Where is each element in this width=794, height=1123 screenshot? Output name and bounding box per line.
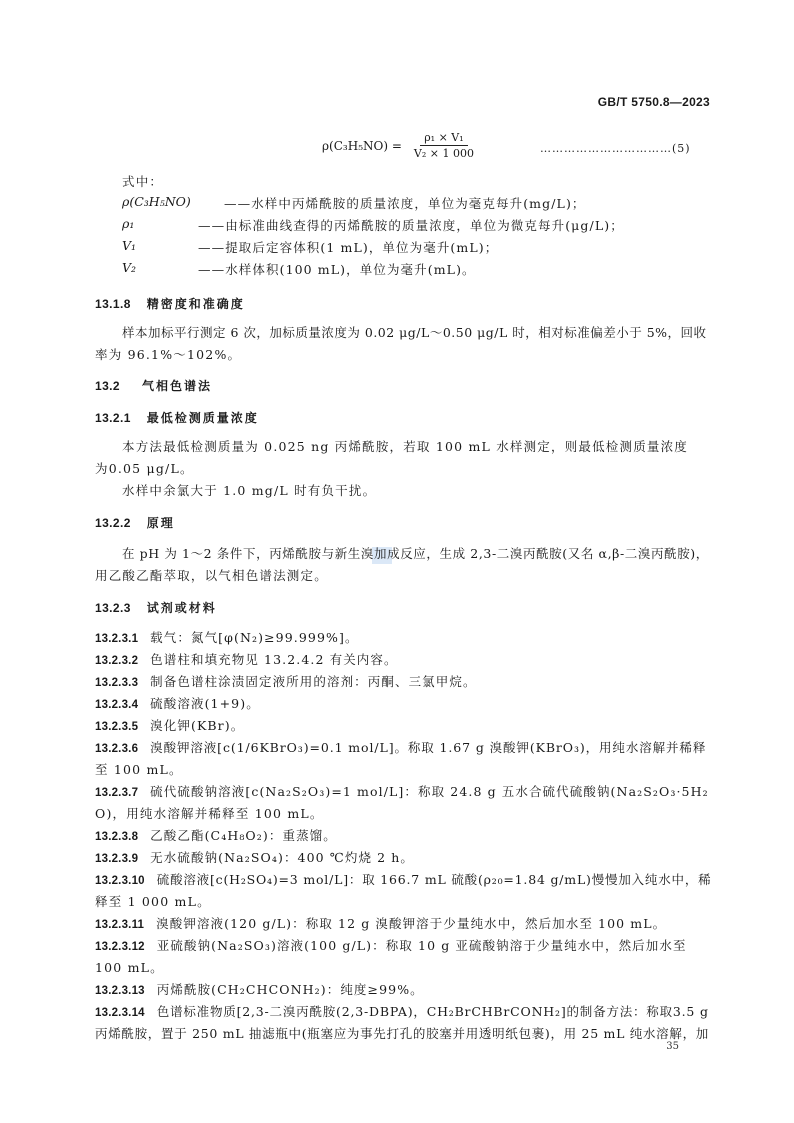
item-text: 载气：氮气[φ(N₂)≥99.999%]。	[150, 630, 359, 645]
standard-number: GB/T 5750.8—2023	[597, 95, 710, 109]
list-item	[95, 650, 398, 668]
formula-numerator: ρ₁ × V₁	[420, 131, 467, 146]
item-number: 13.2.3.4	[95, 699, 139, 711]
item-text: 制备色谱柱涂渍固定液所用的溶剂：丙酮、三氯甲烷。	[150, 674, 477, 689]
def-text: ——水样体积(100 mL)，单位为毫升(mL)。	[198, 262, 476, 277]
item-text: 色谱柱和填充物见 13.2.4.2 有关内容。	[150, 652, 398, 667]
list-item	[95, 738, 706, 756]
item-text: 硫代硫酸钠溶液[c(Na₂S₂O₃)=1 mol/L]：称取 24.8 g 五水合硫代硫酸钠(Na₂S₂O₃·5H₂	[150, 784, 709, 799]
heading-13-2-3	[95, 599, 217, 616]
item-continuation: 至 100 mL。	[95, 762, 183, 777]
item-number: 13.2.3.5	[95, 721, 139, 733]
item-number: 13.2.3.6	[95, 743, 139, 755]
list-item	[95, 782, 709, 800]
heading-title: 精密度和准确度	[146, 297, 245, 311]
item-text: 溴酸钾溶液(120 g/L)：称取 12 g 溴酸钾溶于少量纯水中，然后加水至 100 mL。	[156, 916, 667, 931]
item-text: 溴化钾(KBr)。	[150, 718, 245, 733]
item-text: 丙烯酰胺(CH₂CHCONH₂)：纯度≥99%。	[156, 982, 424, 997]
list-item	[95, 980, 424, 998]
paragraph-line: 本方法最低检测质量为 0.025 ng 丙烯酰胺，若取 100 mL 水样测定，则最低检测质量浓度	[122, 439, 688, 454]
def-symbol: ρ(C₃H₅NO)	[122, 194, 191, 209]
item-number: 13.2.3.7	[95, 787, 139, 799]
heading-title: 试剂或材料	[146, 601, 217, 615]
item-number: 13.2.3.1	[95, 633, 139, 645]
heading-number: 13.2.3	[95, 601, 131, 615]
def-text: ——由标准曲线查得的丙烯酰胺的质量浓度，单位为微克每升(μg/L)；	[198, 218, 624, 233]
list-item	[95, 628, 359, 646]
list-item	[95, 936, 687, 954]
item-text: 亚硫酸钠(Na₂SO₃)溶液(100 g/L)：称取 10 g 亚硫酸钠溶于少量纯水中，然后加水至	[156, 938, 687, 953]
where-label: 式中：	[122, 174, 164, 189]
formula-5	[322, 131, 478, 160]
heading-title: 气相色谱法	[141, 379, 212, 393]
item-text: 硫酸溶液[c(H₂SO₄)=3 mol/L]：取 166.7 mL 硫酸(ρ₂₀=1.84 g/mL)慢慢加入纯水中，稀	[156, 872, 712, 887]
item-text: 无水硫酸钠(Na₂SO₄)：400 ℃灼烧 2 h。	[150, 850, 415, 865]
item-number: 13.2.3.13	[95, 985, 145, 997]
list-item	[95, 870, 711, 888]
heading-13-2-1	[95, 409, 259, 426]
item-number: 13.2.3.12	[95, 941, 145, 953]
paragraph-line: 用乙酸乙酯萃取，以气相色谱法测定。	[95, 568, 328, 583]
item-continuation: O)，用纯水溶解并稀释至 100 mL。	[95, 806, 324, 821]
heading-number: 13.2	[95, 379, 120, 393]
list-item	[95, 848, 414, 866]
heading-13-2	[95, 377, 212, 394]
list-item	[95, 914, 666, 932]
list-item	[95, 1002, 709, 1020]
heading-13-1-8	[95, 295, 245, 312]
paragraph-line: 样本加标平行测定 6 次，加标质量浓度为 0.02 μg/L～0.50 μg/L 时，相对标准偏差小于 5%，回收	[122, 325, 707, 340]
paragraph-line: 率为 96.1%～102%。	[95, 347, 242, 362]
formula-denominator: V₂ × 1 000	[413, 147, 474, 160]
heading-title: 最低检测质量浓度	[146, 411, 259, 425]
heading-number: 13.2.1	[95, 411, 131, 425]
def-text: ——水样中丙烯酰胺的质量浓度，单位为毫克每升(mg/L)；	[224, 196, 586, 211]
heading-13-2-2	[95, 514, 175, 531]
item-text: 色谱标准物质[2,3-二溴丙酰胺(2,3-DBPA)，CH₂BrCHBrCONH₂]的制备方法：称取3.5 g	[156, 1004, 709, 1019]
paragraph-line: 水样中余氯大于 1.0 mg/L 时有负干扰。	[122, 483, 377, 498]
item-number: 13.2.3.11	[95, 919, 145, 931]
item-continuation: 丙烯酰胺，置于 250 mL 抽滤瓶中(瓶塞应为事先打孔的胶塞并用透明纸包裹)，用 25 mL 纯水溶解，加	[95, 1026, 709, 1041]
item-text: 溴酸钾溶液[c(1/6KBrO₃)=0.1 mol/L]。称取 1.67 g 溴酸钾(KBrO₃)，用纯水溶解并稀释	[150, 740, 707, 755]
paragraph-line: 在 pH 为 1～2 条件下，丙烯酰胺与新生溴加成反应，生成 2,3-二溴丙酰胺(又名 α,β-二溴丙酰胺)，	[122, 546, 709, 561]
item-text: 乙酸乙酯(C₄H₈O₂)：重蒸馏。	[150, 828, 337, 843]
def-text: ——提取后定容体积(1 mL)，单位为毫升(mL)；	[198, 240, 499, 255]
formula-lhs: ρ(C₃H₅NO) =	[322, 138, 402, 153]
list-item	[95, 826, 337, 844]
item-number: 13.2.3.10	[95, 875, 145, 887]
heading-number: 13.2.2	[95, 516, 131, 530]
heading-title: 原理	[146, 516, 175, 530]
item-number: 13.2.3.14	[95, 1007, 145, 1019]
paragraph-line: 为0.05 μg/L。	[95, 461, 194, 476]
def-symbol: V₁	[122, 238, 137, 253]
formula-fraction	[410, 131, 478, 160]
equation-number: ……………………………(5)	[540, 142, 691, 155]
item-number: 13.2.3.9	[95, 853, 139, 865]
page-number: 35	[666, 1041, 679, 1052]
def-symbol: V₂	[122, 260, 137, 275]
def-symbol: ρ₁	[122, 216, 135, 231]
item-continuation: 100 mL。	[95, 960, 164, 975]
list-item	[95, 694, 260, 712]
list-item	[95, 672, 477, 690]
item-continuation: 释至 1 000 mL。	[95, 894, 211, 909]
heading-number: 13.1.8	[95, 297, 131, 311]
item-number: 13.2.3.3	[95, 677, 139, 689]
item-text: 硫酸溶液(1+9)。	[150, 696, 260, 711]
item-number: 13.2.3.2	[95, 655, 139, 667]
list-item	[95, 716, 244, 734]
item-number: 13.2.3.8	[95, 831, 139, 843]
